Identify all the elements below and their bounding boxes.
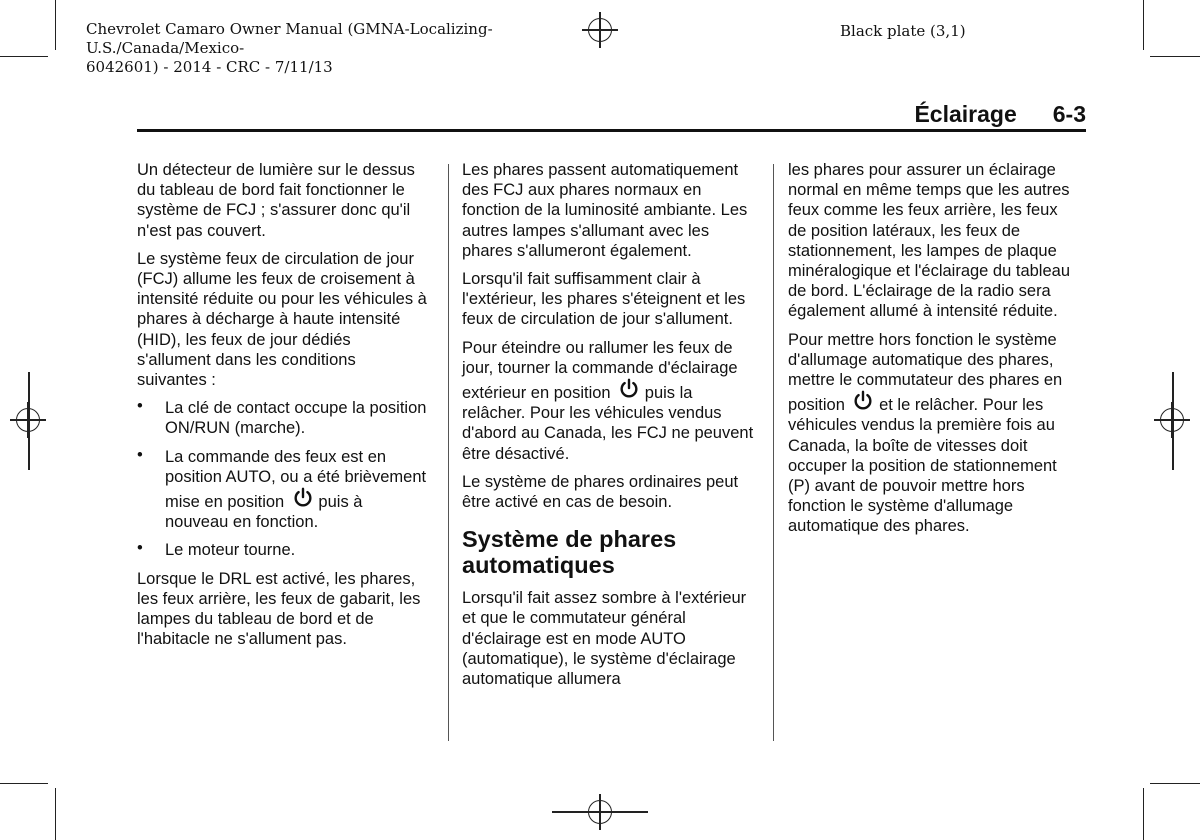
paragraph: Un détecteur de lumière sur le dessus du tableau de bord fait fonctionner le système de FCJ ; s'assurer donc qu'il n'est pas couvert. — [137, 161, 415, 240]
header-rule — [137, 129, 1086, 132]
paragraph: Lorsqu'il fait assez sombre à l'extérieur et que le commutateur général d'éclairage est en mode AUTO (automatique), le système d'éclairage automatique allumera — [462, 589, 747, 689]
paragraph: Pour mettre hors fonction le système d'allumage automatique des phares, mettre le commutateur des phares en position et le relâcher. Pour les véhicules vendus la première fois au Canada, la boîte de vitesses doit occuper la position de stationnement (P) avant de pouvoir mettre hors fonction le système d'allumage automatique des phares. — [788, 330, 1063, 536]
power-icon — [292, 487, 314, 509]
bullet: • — [137, 397, 143, 416]
registration-bar-bottom — [552, 811, 648, 813]
page-number: 6-3 — [1052, 101, 1086, 127]
chapter-title: Éclairage — [914, 101, 1017, 127]
paragraph: Les phares passent automatiquement des FCJ aux phares normaux en fonction de la luminosité ambiante. Les autres lampes s'allumant avec les phares s'allumeront également. — [462, 161, 748, 260]
paragraph: Lorsqu'il fait suffisamment clair à l'extérieur, les phares s'éteignent et les feux de circulation de jour s'allument. — [462, 270, 746, 329]
crop-mark-top-right-v — [1143, 0, 1144, 50]
text-column-1 — [137, 160, 429, 657]
registration-mark-top — [582, 12, 618, 48]
print-header-line1: Chevrolet Camaro Owner Manual (GMNA-Localizing-U.S./Canada/Mexico- — [86, 20, 493, 57]
power-icon — [618, 378, 640, 400]
print-header-line2: 6042601) - 2014 - CRC - 7/11/13 — [86, 58, 333, 76]
power-icon — [852, 390, 874, 412]
list-item: • La clé de contact occupe la position ON/RUN (marche). — [137, 397, 427, 438]
registration-bar-left — [28, 372, 30, 470]
list-item: • La commande des feux est en position AUTO, ou a été brièvement mise en position puis à nouveau en fonction. — [137, 445, 427, 532]
running-head — [914, 101, 1086, 128]
paragraph: les phares pour assurer un éclairage normal en même temps que les autres feux comme les feux arrière, les feux de position latéraux, les feux de stationnement, les lampes de plaque minéralogique et l'éclairage du tableau de bord. L'éclairage de la radio sera également allumé à intensité réduite. — [788, 161, 1071, 321]
crop-mark-bottom-left-h — [0, 783, 48, 784]
list-item: • Le moteur tourne. — [137, 539, 296, 560]
bullet: • — [137, 445, 143, 464]
crop-mark-bottom-left-v — [55, 788, 56, 840]
paragraph: Le système feux de circulation de jour (FCJ) allume les feux de croisement à intensité réduite ou pour les véhicules à phares à décharge à haute intensité (HID), les feux de jour dédiés s'allument dans les conditions suivantes : — [137, 249, 427, 390]
paragraph: Lorsque le DRL est activé, les phares, les feux arrière, les feux de gabarit, les lampes du tableau de bord et de l'habitacle ne s'allument pas. — [137, 569, 421, 649]
crop-mark-top-left-h — [0, 56, 48, 57]
registration-bar-right — [1172, 372, 1174, 470]
column-divider-1 — [448, 164, 449, 741]
paragraph: Le système de phares ordinaires peut être activé en cas de besoin. — [462, 472, 739, 512]
bullet: • — [137, 539, 143, 558]
column-divider-2 — [773, 164, 774, 741]
paragraph: Pour éteindre ou rallumer les feux de jour, tourner la commande d'éclairage extérieur en position puis la relâcher. Pour les véhicules vendus d'abord au Canada, les FCJ ne peuvent être désactivé. — [462, 338, 754, 463]
black-plate-label: Black plate (3,1) — [840, 22, 966, 40]
section-heading: Système de phares automatiques — [462, 526, 677, 579]
crop-mark-top-right-h — [1150, 56, 1200, 57]
crop-mark-bottom-right-h — [1150, 783, 1200, 784]
condition-list — [137, 398, 429, 560]
print-header — [86, 20, 626, 77]
crop-mark-bottom-right-v — [1143, 788, 1144, 840]
text-column-2 — [462, 160, 754, 697]
text-column-3 — [788, 160, 1080, 545]
crop-mark-top-left-v — [55, 0, 56, 50]
